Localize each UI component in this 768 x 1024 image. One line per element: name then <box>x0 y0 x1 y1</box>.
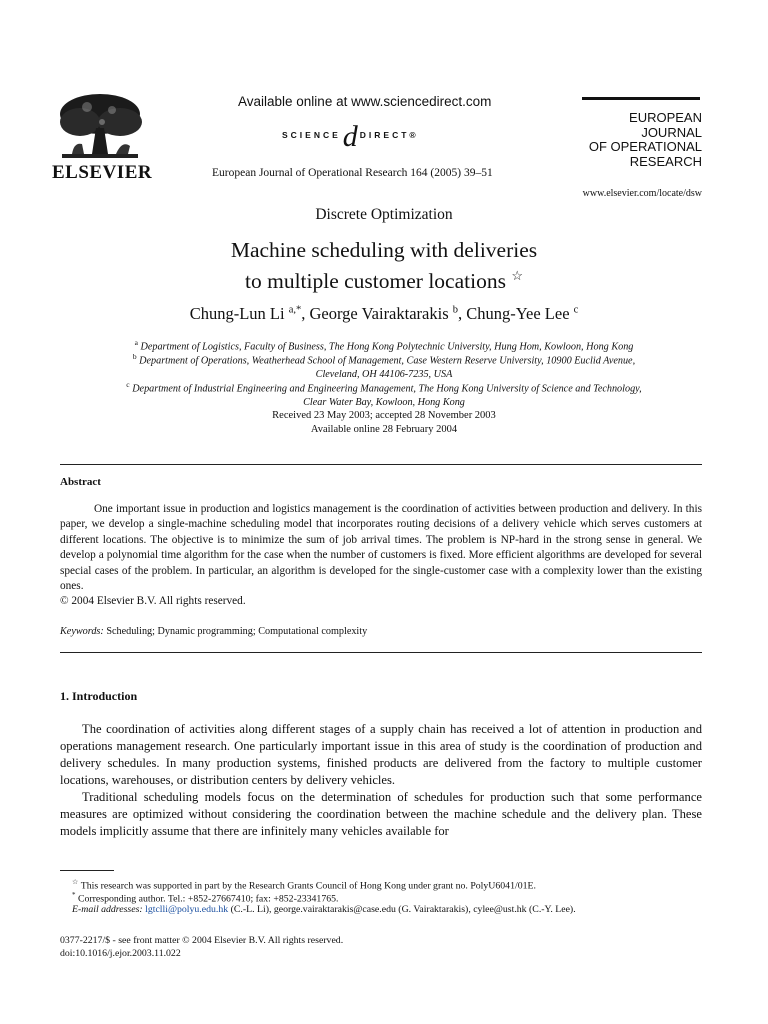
footnote-mark: * <box>72 891 76 899</box>
elsevier-logo <box>52 92 152 184</box>
sciencedirect-right: DIRECT® <box>359 130 419 140</box>
received-date: Received 23 May 2003; accepted 28 November 2003 <box>272 410 496 421</box>
affiliation-mark: c <box>126 380 130 389</box>
keywords <box>60 626 367 637</box>
journal-logo <box>582 111 702 169</box>
doi-line[interactable]: doi:10.1016/j.ejor.2003.11.022 <box>60 948 181 959</box>
journal-name-line: RESEARCH <box>629 153 702 169</box>
author-list <box>0 304 768 324</box>
affiliation-line: Clear Water Bay, Kowloon, Hong Kong <box>303 396 465 408</box>
affiliation-mark: b <box>132 352 137 361</box>
footnote-text: This research was supported in part by the Research Grants Council of Hong Kong under grant no. PolyU6041/01E. <box>80 880 536 892</box>
journal-name-line: EUROPEAN <box>629 110 702 125</box>
publisher-wordmark: ELSEVIER <box>52 162 153 183</box>
article-section: Discrete Optimization <box>315 206 453 223</box>
sciencedirect-left: SCIENCE <box>282 130 341 140</box>
footnote-mark: ☆ <box>72 878 79 886</box>
affiliation-line: Department of Industrial Engineering and Engineering Management, The Hong Kong University of Science and Technology, <box>132 383 642 395</box>
intro-paragraph: Traditional scheduling models focus on the determination of schedules for production such that some performance measures are optimized without considering the coordination between the machine schedule and the delivery plan. These models implicitly assume that there are infinitely many vehicles available for <box>60 790 702 838</box>
intro-paragraph: The coordination of activities along different stages of a supply chain has received a lot of attention in production and operations management research. One particularly important issue in this area of study is the coordination of production and delivery schedules. In many production systems, finished products are delivered from the factory to multiple customer locations, warehouses, or distribution centers by delivery vehicles. <box>60 722 702 787</box>
affiliation-c <box>0 378 768 409</box>
affiliation-b <box>0 350 768 381</box>
title-line: Machine scheduling with deliveries <box>230 238 538 262</box>
article-title <box>0 237 768 294</box>
journal-name-line: OF OPERATIONAL <box>588 139 702 154</box>
author-name: Chung-Yee Lee <box>466 304 570 323</box>
abstract-copyright: © 2004 Elsevier B.V. All rights reserved. <box>60 595 246 608</box>
journal-reference: European Journal of Operational Research 164 (2005) 39–51 <box>212 167 493 179</box>
sciencedirect-logo <box>282 120 419 154</box>
abstract-bottom-rule <box>60 652 702 653</box>
article-dates <box>0 409 768 436</box>
sciencedirect-at-mark: d <box>342 120 358 153</box>
available-date: Available online 28 February 2004 <box>310 423 458 435</box>
affiliation-line: Cleveland, OH 44106-7235, USA <box>315 368 453 380</box>
keywords-label: Keywords: <box>60 626 104 637</box>
abstract-body <box>60 502 702 610</box>
available-online-text: Available online at www.sciencedirect.com <box>238 94 492 109</box>
email-link[interactable]: lgtclli@polyu.edu.hk <box>145 904 229 915</box>
elsevier-tree-icon <box>52 92 148 160</box>
footnote-text: Corresponding author. Tel.: +852-27667410; fax: +852-23341765. <box>77 893 339 905</box>
affiliation-mark: a <box>134 338 138 347</box>
abstract-top-rule <box>60 464 702 465</box>
author-sup: b <box>452 304 458 316</box>
affiliation-line: Department of Logistics, Faculty of Business, The Hong Kong Polytechnic University, Hung Hom, Kowloon, Hong Kong <box>140 341 634 353</box>
title-line-2 <box>0 263 768 294</box>
author-name: Chung-Lun Li <box>189 304 285 323</box>
introduction-heading: 1. Introduction <box>60 689 138 703</box>
footnote-rule <box>60 870 114 871</box>
author-separator: , <box>301 304 310 323</box>
journal-url: www.elsevier.com/locate/dsw <box>582 188 702 199</box>
keywords-list: Scheduling; Dynamic programming; Computational complexity <box>106 626 368 637</box>
author-sup: c <box>573 304 579 316</box>
email-rest: (C.-L. Li), george.vairaktarakis@case.edu (G. Vairaktarakis), cylee@ust.hk (C.-Y. Lee). <box>230 904 576 915</box>
author-separator: , <box>458 304 467 323</box>
front-matter-line: 0377-2217/$ - see front matter © 2004 Elsevier B.V. All rights reserved. <box>60 935 344 946</box>
journal-logo-bar <box>582 97 700 100</box>
abstract-text: One important issue in production and logistics management is the coordination of activities between production and delivery. In this paper, we develop a single-machine scheduling model that incorporates routing decisions of a delivery vehicle which serves customers at different locations. The objective is to minimize the sum of job arrival times. The problem is NP-hard in the strong sense in general. We develop a polynomial time algorithm for the case when the number of customers is fixed. More efficient algorithms are developed for several special cases of the problem. In particular, an algorithm is developed for the single-customer case with a complexity lower than the existing ones. <box>60 503 702 593</box>
title-footnote-mark: ☆ <box>511 268 523 283</box>
author-sup: a,* <box>288 304 302 316</box>
abstract-heading: Abstract <box>60 476 101 488</box>
journal-name-line: JOURNAL <box>641 124 702 140</box>
affiliation-line: Department of Operations, Weatherhead School of Management, Case Western Reserve University, 10900 Euclid Avenue, <box>139 355 636 367</box>
footnote-emails <box>60 903 710 916</box>
title-line: to multiple customer locations <box>245 269 506 294</box>
email-label: E-mail addresses: <box>72 904 143 915</box>
author-name: George Vairaktarakis <box>309 304 449 323</box>
